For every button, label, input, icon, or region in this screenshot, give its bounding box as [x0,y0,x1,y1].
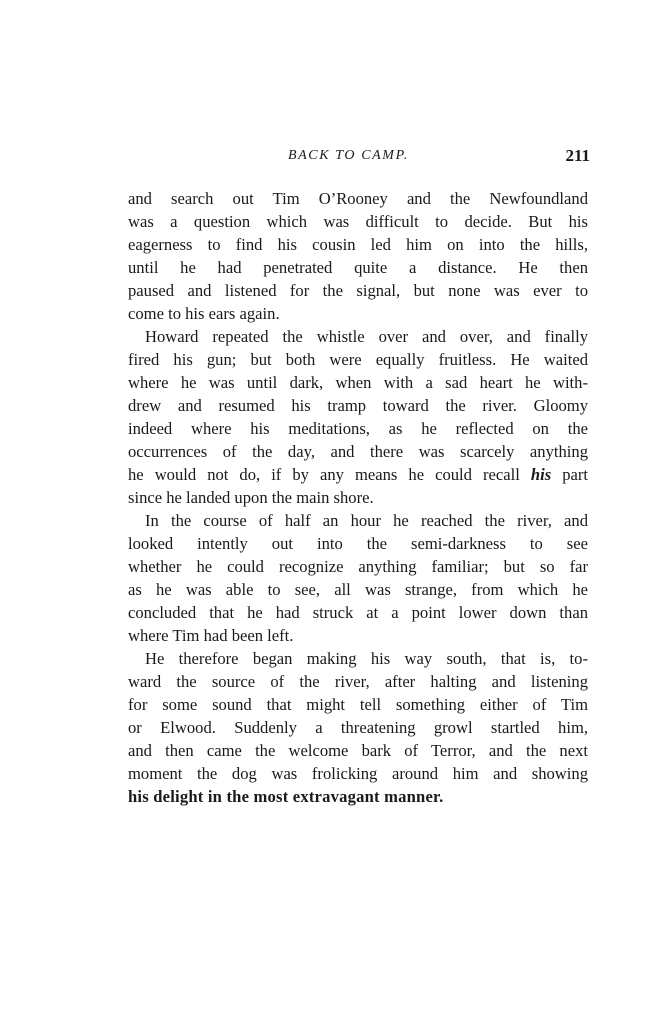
text-segment: he would not do, if by any means he could recall [128,465,520,484]
running-title: BACK TO CAMP. [288,148,410,163]
text-line: concluded that he had struck at a point lower down than [128,603,588,622]
text-line: Howard repeated the whistle over and over, and finally [145,327,588,346]
text-line: or Elwood. Suddenly a threatening growl startled him, [128,718,588,737]
text-line: come to his ears again. [128,304,280,323]
text-line: for some sound that might tell something either of Tim [128,695,588,714]
text-line: and search out Tim O’Rooney and the Newfoundland [128,189,588,208]
text-line-with-emphasis [128,463,588,486]
paragraph [128,187,588,325]
text-line: where he was until dark, when with a sad heart he with- [128,373,588,392]
text-line: ward the source of the river, after halting and listening [128,672,588,691]
text-line: occurrences of the day, and there was scarcely anything [128,442,588,461]
text-line: paused and listened for the signal, but none was ever to [128,281,588,300]
running-head [128,145,590,167]
text-line: until he had penetrated quite a distance. He then [128,258,588,277]
body-text [128,187,588,808]
text-line: indeed where his meditations, as he reflected on the [128,419,588,438]
text-line: and then came the welcome bark of Terror, and the next [128,741,588,760]
text-line: eagerness to find his cousin led him on into the hills, [128,235,588,254]
text-line: moment the dog was frolicking around him and showing [128,764,588,783]
text-line: He therefore began making his way south, that is, to- [145,649,588,668]
emphasized-word: his [530,465,552,484]
text-line: where Tim had been left. [128,626,294,645]
text-line: was a question which was difficult to decide. But his [128,212,588,231]
text-line: fired his gun; but both were equally fruitless. He waited [128,350,588,369]
text-line: looked intently out into the semi-darkness to see [128,534,588,553]
paragraph [128,509,588,647]
text-line: since he landed upon the main shore. [128,488,374,507]
paragraph [128,325,588,509]
text-line: In the course of half an hour he reached the river, and [145,511,588,530]
paragraph [128,647,588,808]
page-number: 211 [565,146,590,165]
text-line: whether he could recognize anything familiar; but so far [128,557,588,576]
text-segment: part [562,465,588,484]
text-line: his delight in the most extravagant manner. [128,787,444,806]
text-line: drew and resumed his tramp toward the river. Gloomy [128,396,588,415]
text-line: as he was able to see, all was strange, from which he [128,580,588,599]
